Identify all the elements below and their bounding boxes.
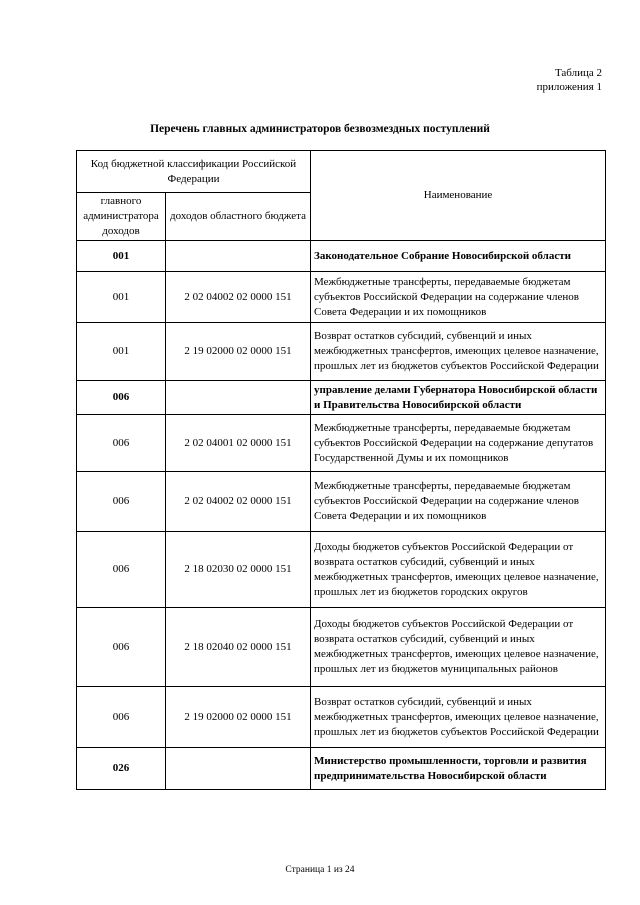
income-code-cell bbox=[166, 241, 311, 272]
income-code-cell: 2 19 02000 02 0000 151 bbox=[166, 687, 311, 748]
table-row bbox=[77, 272, 606, 323]
table-row bbox=[77, 381, 606, 415]
name-cell: Возврат остатков субсидий, субвенций и иных межбюджетных трансфертов, имеющих целевое назначение, прошлых лет из бюджетов субъектов Российской Федерации bbox=[311, 687, 606, 748]
admin-code-cell: 006 bbox=[77, 415, 166, 472]
admin-code-cell: 026 bbox=[77, 748, 166, 790]
admin-code-cell: 006 bbox=[77, 381, 166, 415]
income-code-cell: 2 19 02000 02 0000 151 bbox=[166, 323, 311, 381]
table-row bbox=[77, 687, 606, 748]
name-cell: Межбюджетные трансферты, передаваемые бюджетам субъектов Российской Федерации на содержание депутатов Государственной Думы и их помощников bbox=[311, 415, 606, 472]
table-row bbox=[77, 241, 606, 272]
table-row bbox=[77, 532, 606, 608]
income-code-cell: 2 18 02040 02 0000 151 bbox=[166, 608, 311, 687]
name-cell: Межбюджетные трансферты, передаваемые бюджетам субъектов Российской Федерации на содержание членов Совета Федерации и их помощников bbox=[311, 472, 606, 532]
admin-code-cell: 001 bbox=[77, 272, 166, 323]
name-cell: Министерство промышленности, торговли и развития предпринимательства Новосибирской области bbox=[311, 748, 606, 790]
document-title: Перечень главных администраторов безвозмездных поступлений bbox=[150, 123, 490, 135]
table-row bbox=[77, 415, 606, 472]
admin-code-cell: 006 bbox=[77, 472, 166, 532]
name-cell: Доходы бюджетов субъектов Российской Федерации от возврата остатков субсидий, субвенций и иных межбюджетных трансфертов, имеющих целевое назначение, прошлых лет из бюджетов городских округов bbox=[311, 532, 606, 608]
admin-code-cell: 006 bbox=[77, 687, 166, 748]
table-row bbox=[77, 608, 606, 687]
table-row bbox=[77, 323, 606, 381]
income-code-cell bbox=[166, 381, 311, 415]
income-code-cell: 2 18 02030 02 0000 151 bbox=[166, 532, 311, 608]
name-cell: управление делами Губернатора Новосибирской области и Правительства Новосибирской области bbox=[311, 381, 606, 415]
admin-code-cell: 006 bbox=[77, 532, 166, 608]
administrators-table bbox=[76, 150, 606, 790]
header-income-code: доходов областного бюджета bbox=[166, 193, 311, 241]
admin-code-cell: 001 bbox=[77, 241, 166, 272]
income-code-cell: 2 02 04001 02 0000 151 bbox=[166, 415, 311, 472]
name-cell: Законодательное Собрание Новосибирской области bbox=[311, 241, 606, 272]
header-name: Наименование bbox=[311, 151, 606, 241]
table-row bbox=[77, 472, 606, 532]
name-cell: Возврат остатков субсидий, субвенций и иных межбюджетных трансфертов, имеющих целевое назначение, прошлых лет из бюджетов субъектов Российской Федерации bbox=[311, 323, 606, 381]
header-code-group: Код бюджетной классификации Российской Федерации bbox=[77, 151, 311, 193]
income-code-cell: 2 02 04002 02 0000 151 bbox=[166, 472, 311, 532]
admin-code-cell: 001 bbox=[77, 323, 166, 381]
income-code-cell: 2 02 04002 02 0000 151 bbox=[166, 272, 311, 323]
name-cell: Доходы бюджетов субъектов Российской Федерации от возврата остатков субсидий, субвенций и иных межбюджетных трансфертов, имеющих целевое назначение, прошлых лет из бюджетов муниципальных районов bbox=[311, 608, 606, 687]
page-number: Страница 1 из 24 bbox=[285, 865, 355, 875]
table-caption-corner bbox=[537, 66, 602, 94]
name-cell: Межбюджетные трансферты, передаваемые бюджетам субъектов Российской Федерации на содержание членов Совета Федерации и их помощников bbox=[311, 272, 606, 323]
table-row bbox=[77, 748, 606, 790]
header-admin-code: главного администратора доходов bbox=[77, 193, 166, 241]
income-code-cell bbox=[166, 748, 311, 790]
admin-code-cell: 006 bbox=[77, 608, 166, 687]
appendix-number: приложения 1 bbox=[536, 81, 602, 93]
table-number: Таблица 2 bbox=[554, 67, 602, 79]
